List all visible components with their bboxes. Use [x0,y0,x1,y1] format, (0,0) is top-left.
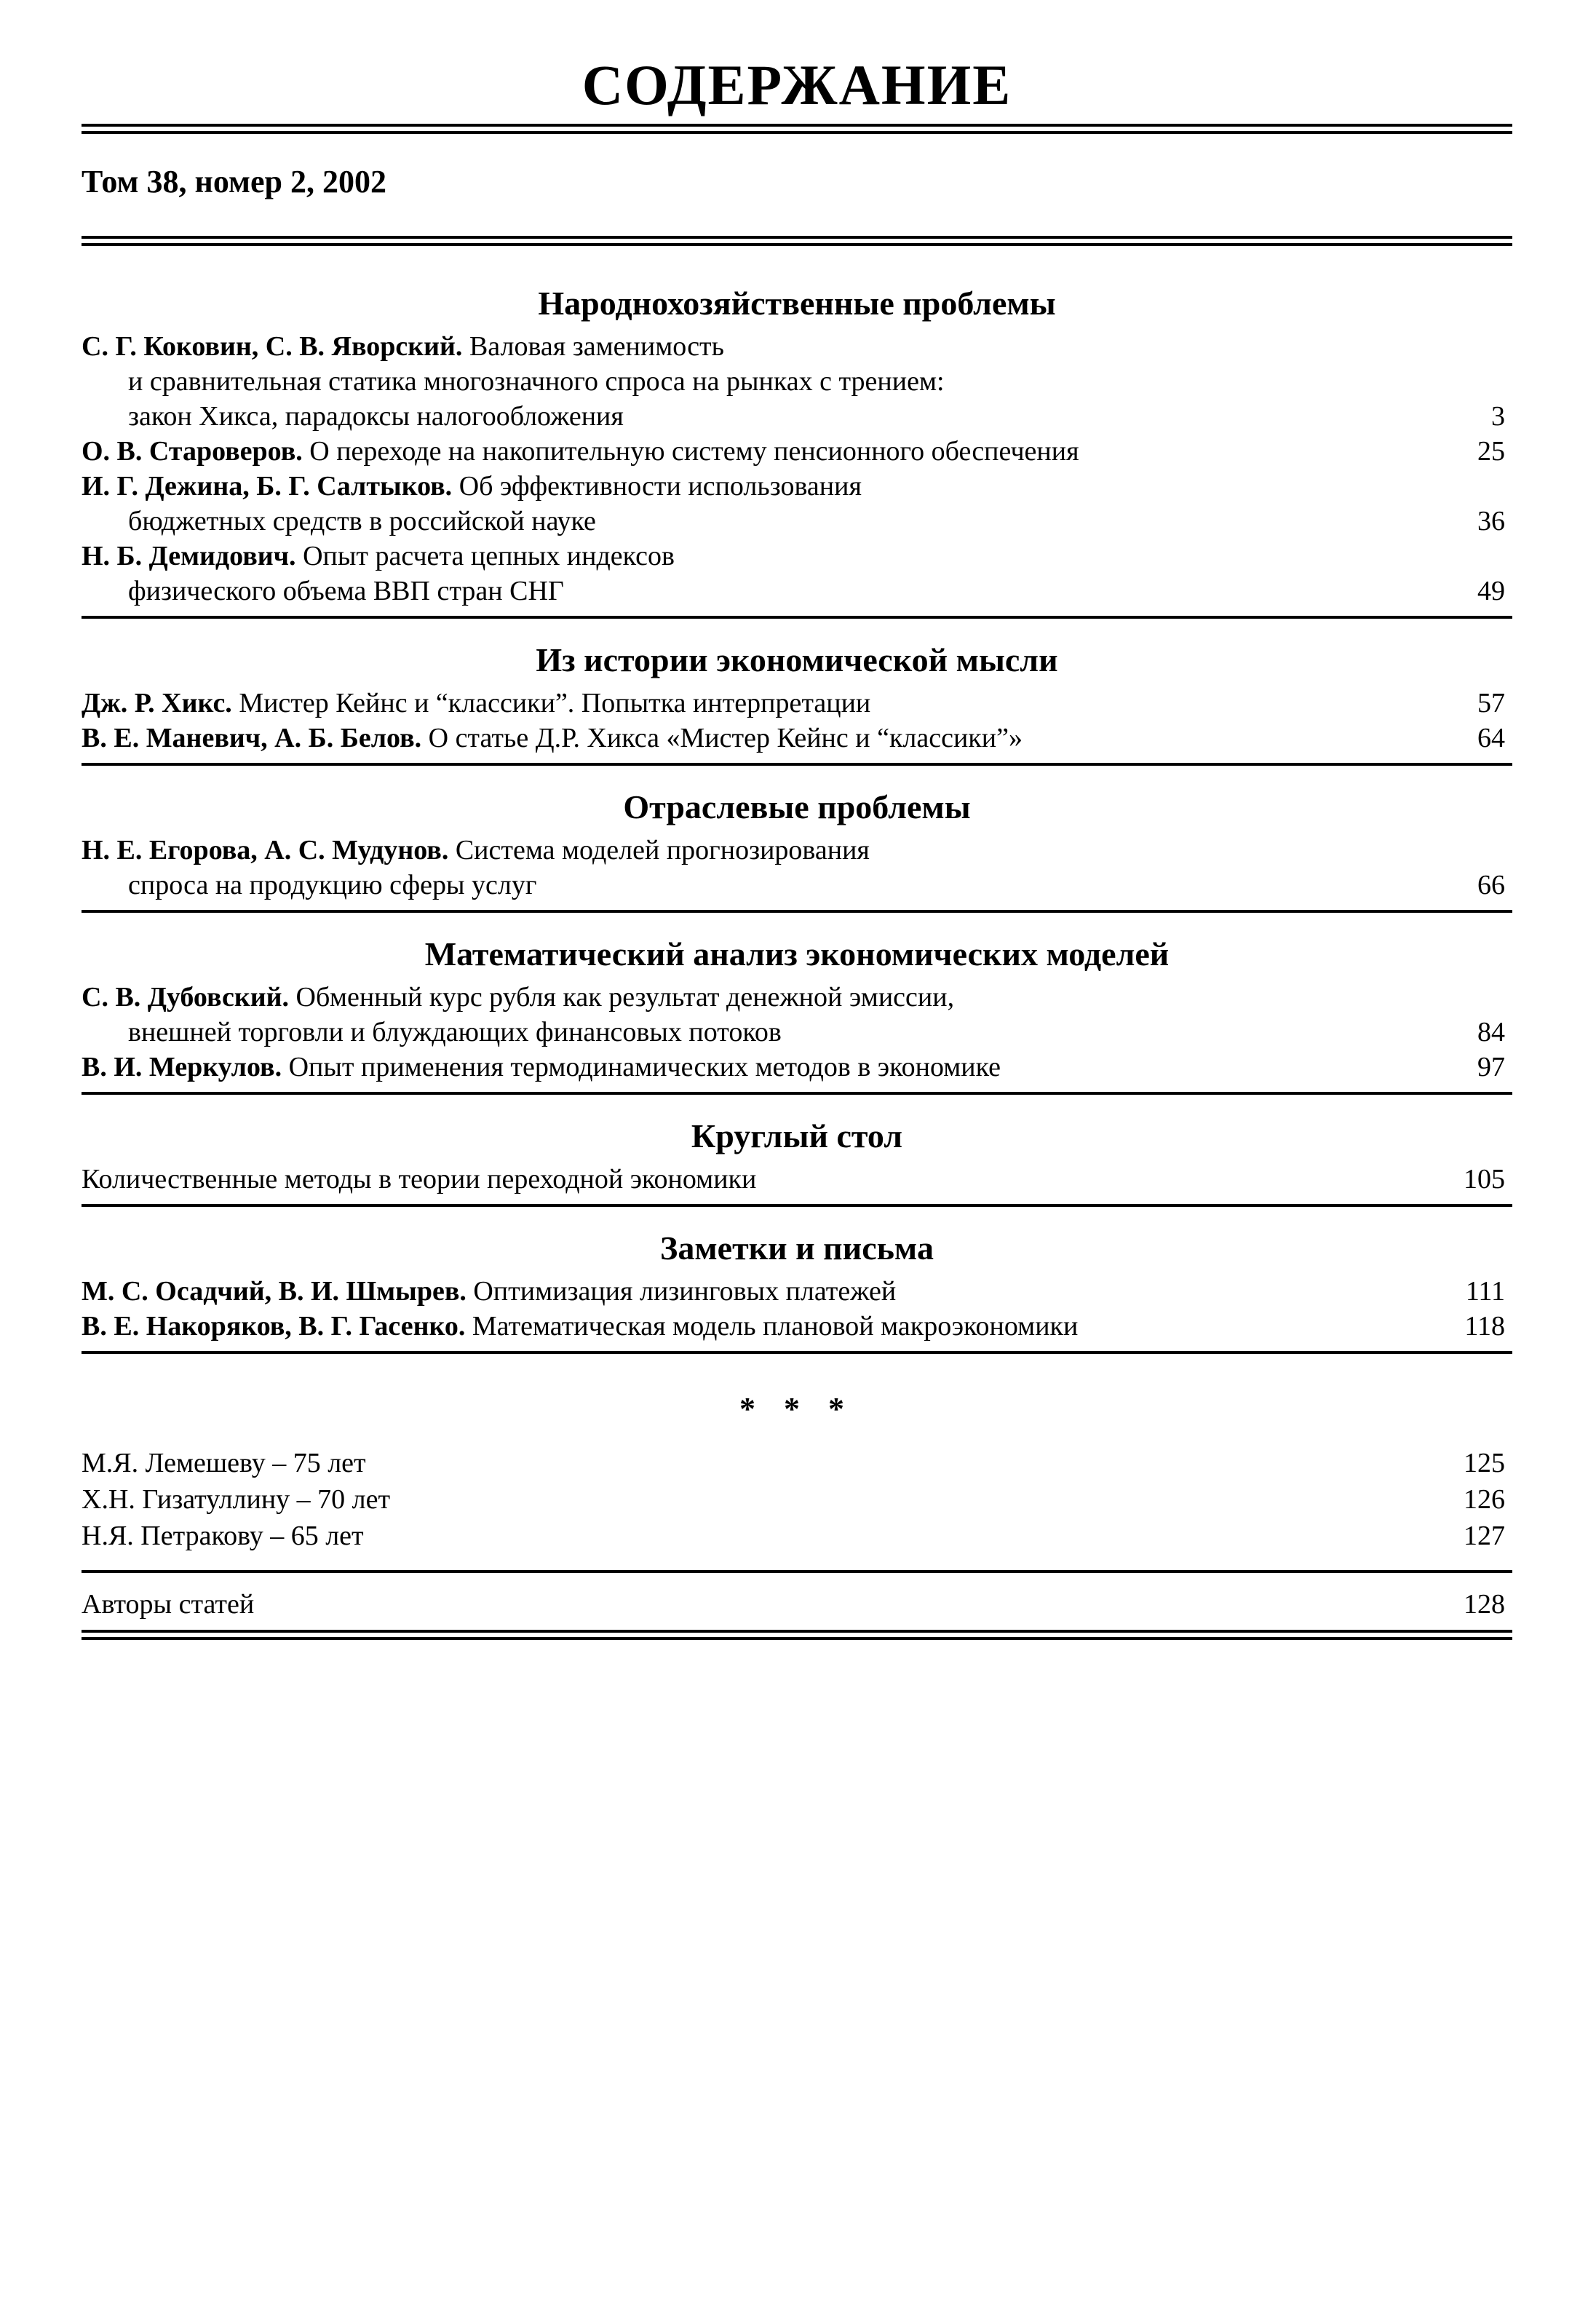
section-title: Заметки и письма [660,1229,934,1267]
entry-title-line: Об эффективности использования [452,471,862,502]
section-title: Из истории экономической мысли [536,641,1058,678]
bottom-double-rule [82,1630,1512,1640]
entry-authors: О. В. Староверов. [82,436,303,467]
entry-first-line [82,471,862,502]
entry-page-number: 111 [1465,1276,1505,1307]
entry-text [82,833,1512,903]
authors-entry-page: 128 [1464,1589,1505,1620]
toc-entry[interactable] [82,833,1512,903]
toc-entry[interactable] [82,1050,1512,1085]
toc-entry[interactable] [82,469,1512,539]
entry-authors: Н. Е. Егорова, А. С. Мудунов. [82,835,449,865]
entry-page-number: 57 [1477,688,1505,718]
entry-text [82,539,1512,609]
toc-section [82,1095,1512,1204]
toc-section [82,619,1512,763]
jubilee-entry[interactable] [82,1481,1512,1518]
entry-title-line: Система моделей прогнозирования [448,835,870,865]
jubilee-title: М.Я. Лемешеву – 75 лет [82,1448,366,1478]
entry-authors: С. В. Дубовский. [82,982,290,1013]
entry-page-number: 118 [1464,1311,1505,1342]
entry-title-line: О переходе на накопительную систему пенсионного обеспечения [302,436,1079,467]
entry-title-continuation: закон Хикса, парадоксы налогообложения [128,401,624,432]
toc-section [82,766,1512,910]
section-title: Народнохозяйственные проблемы [538,285,1056,322]
entry-text [82,1309,1512,1344]
authors-entry[interactable] [82,1586,1512,1622]
toc-entry[interactable] [82,1309,1512,1344]
toc-entry[interactable] [82,1274,1512,1309]
entry-text [82,1274,1512,1309]
toc-entry[interactable] [82,686,1512,721]
jubilee-list [82,1445,1512,1554]
toc-entry[interactable] [82,329,1512,434]
entry-title-line: Опыт расчета цепных индексов [295,541,675,571]
toc-page [82,0,1512,1640]
toc-entry[interactable] [82,980,1512,1050]
entry-page-number: 84 [1477,1017,1505,1047]
entry-first-line [82,835,870,865]
title-double-rule [82,124,1512,134]
entry-text [82,721,1512,756]
toc-entry[interactable] [82,721,1512,756]
jubilee-rule [82,1570,1512,1573]
entry-first-line [82,982,954,1013]
entry-title-continuation: бюджетных средств в российской науке [128,506,596,536]
entry-first-line [82,723,1023,753]
entry-title-continuation: внешней торговли и блуждающих финансовых потоков [128,1017,782,1047]
page-title: СОДЕРЖАНИЕ [581,53,1012,116]
entry-page-number: 36 [1477,506,1505,536]
toc-entry[interactable] [82,1162,1512,1197]
jubilee-title: Х.Н. Гизатуллину – 70 лет [82,1484,391,1515]
jubilee-page-number: 126 [1464,1484,1505,1515]
jubilee-entry[interactable] [82,1518,1512,1554]
entry-authors: В. И. Меркулов. [82,1052,282,1082]
entry-title-line: О статье Д.Р. Хикса «Мистер Кейнс и “классики”» [421,723,1023,753]
entry-page-number: 3 [1491,401,1505,432]
entry-text [82,1050,1512,1085]
jubilee-title: Н.Я. Петракову – 65 лет [82,1521,364,1551]
entry-first-line [82,688,870,718]
entry-authors: И. Г. Дежина, Б. Г. Салтыков. [82,471,453,502]
toc-section [82,913,1512,1092]
issue-double-rule [82,236,1512,246]
entry-title-continuation: физического объема ВВП стран СНГ [128,576,564,606]
entry-text [82,686,1512,721]
section-title: Отраслевые проблемы [623,788,971,825]
toc-section [82,1207,1512,1351]
entry-page-number: 64 [1477,723,1505,753]
entry-page-number: 49 [1477,576,1505,606]
toc-entry[interactable] [82,434,1512,469]
entry-first-line [82,541,675,571]
toc-section [82,268,1512,616]
entry-title-line: Оптимизация лизинговых платежей [466,1276,897,1307]
entry-title-line: Валовая заменимость [462,331,724,362]
entry-authors: М. С. Осадчий, В. И. Шмырев. [82,1276,467,1307]
entry-page-number: 25 [1477,436,1505,467]
entry-title-line: Опыт применения термодинамических методов в экономике [282,1052,1001,1082]
entry-first-line [82,1311,1078,1342]
issue-line: Том 38, номер 2, 2002 [82,164,386,199]
entry-page-number: 97 [1477,1052,1505,1082]
entry-text [82,1162,1512,1197]
section-title: Математический анализ экономических моделей [424,935,1170,972]
entry-text [82,980,1512,1050]
entry-title-continuation: спроса на продукцию сферы услуг [128,870,537,900]
entry-first-line [82,1052,1001,1082]
entry-title-line: Мистер Кейнс и “классики”. Попытка интерпретации [231,688,871,718]
entry-text [82,434,1512,469]
jubilee-page-number: 127 [1464,1521,1505,1551]
entry-page-number: 105 [1464,1164,1505,1194]
entry-title-line: Количественные методы в теории переходной экономики [82,1164,757,1194]
section-separator-stars: * * * [739,1391,854,1427]
entry-first-line [82,1276,896,1307]
entry-authors: В. Е. Маневич, А. Б. Белов. [82,723,422,753]
entry-title-line: Обменный курс рубля как результат денежной эмиссии, [289,982,955,1013]
entry-text [82,329,1512,434]
section-title: Круглый стол [691,1117,903,1154]
entry-authors: Н. Б. Демидович. [82,541,296,571]
entry-first-line [82,436,1079,467]
authors-entry-title: Авторы статей [82,1589,255,1620]
entry-authors: В. Е. Накоряков, В. Г. Гасенко. [82,1311,466,1342]
entry-first-line [82,331,724,362]
jubilee-entry[interactable] [82,1445,1512,1481]
table-of-contents [82,268,1512,1354]
entry-title-continuation: и сравнительная статика многозначного спроса на рынках с трением: [128,366,945,397]
entry-title-line: Математическая модель плановой макроэкономики [465,1311,1079,1342]
section-rule [82,1351,1512,1354]
entry-authors: Дж. Р. Хикс. [82,688,232,718]
toc-entry[interactable] [82,539,1512,609]
entry-authors: С. Г. Коковин, С. В. Яворский. [82,331,463,362]
entry-page-number: 66 [1477,870,1505,900]
jubilee-page-number: 125 [1464,1448,1505,1478]
entry-text [82,469,1512,539]
entry-first-line [82,1164,756,1194]
